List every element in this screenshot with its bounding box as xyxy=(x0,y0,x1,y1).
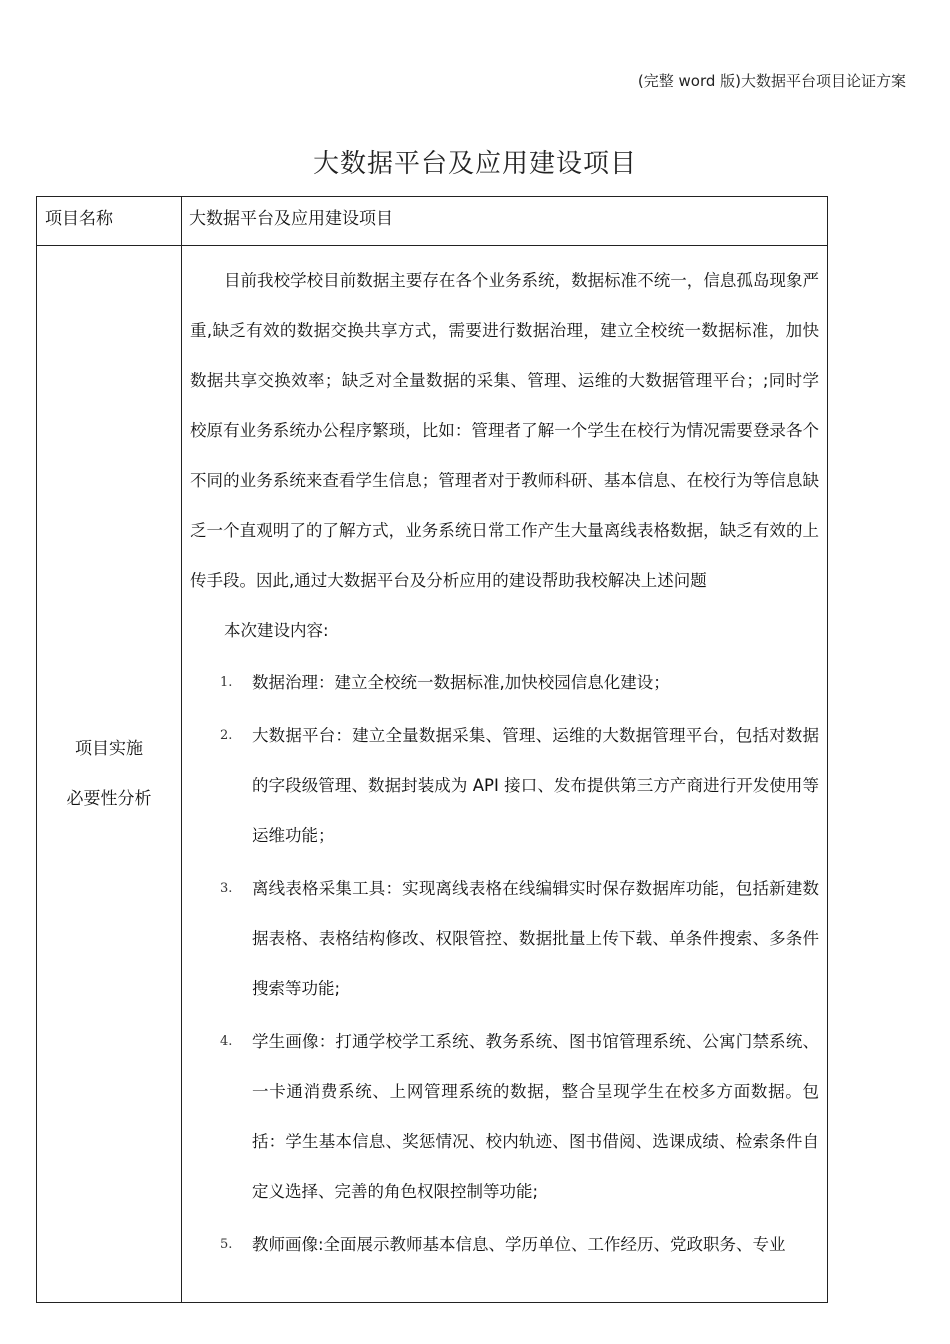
project-name-label: 项目名称 xyxy=(37,197,182,246)
necessity-label-cell xyxy=(37,246,182,1303)
list-item-number: 5. xyxy=(220,1237,233,1252)
list-item-text: 数据治理：建立全校统一数据标准,加快校园信息化建设； xyxy=(252,673,670,692)
document-title: 大数据平台及应用建设项目 xyxy=(312,149,637,179)
list-item-number: 3. xyxy=(220,881,233,896)
list-item-number: 4. xyxy=(220,1034,233,1049)
list-item xyxy=(190,1017,819,1217)
construction-item-list xyxy=(190,658,819,1270)
list-item-text: 学生画像：打通学校学工系统、教务系统、图书馆管理系统、公寓门禁系统、一卡通消费系统、上网管理系统的数据，整合呈现学生在校多方面数据。包括：学生基本信息、奖惩情况、校内轨迹、图书借阅、选课成绩、检索条件自定义选择、完善的角色权限控制等功能; xyxy=(252,1032,819,1201)
list-item xyxy=(190,711,819,861)
list-item xyxy=(190,1220,819,1270)
table-row-necessity xyxy=(37,246,828,1303)
header-note: (完整 word 版)大数据平台项目论证方案 xyxy=(637,72,906,90)
necessity-label-line1: 项目实施 xyxy=(75,739,143,759)
list-item xyxy=(190,658,819,708)
project-table xyxy=(36,196,828,1303)
necessity-label-line2: 必要性分析 xyxy=(66,789,152,809)
necessity-content-cell xyxy=(182,246,828,1303)
list-item-text: 教师画像:全面展示教师基本信息、学历单位、工作经历、党政职务、专业 xyxy=(252,1235,786,1254)
list-item-number: 1. xyxy=(220,675,233,690)
project-name-value: 大数据平台及应用建设项目 xyxy=(182,197,828,246)
necessity-paragraph: 目前我校学校目前数据主要存在各个业务系统，数据标准不统一，信息孤岛现象严重,缺乏有效的数据交换共享方式，需要进行数据治理，建立全校统一数据标准，加快数据共享交换效率；缺乏对全量数据的采集、管理、运维的大数据管理平台；;同时学校原有业务系统办公程序繁琐，比如：管理者了解一个学生在校行为情况需要登录各个不同的业务系统来查看学生信息；管理者对于教师科研、基本信息、在校行为等信息缺乏一个直观明了的了解方式，业务系统日常工作产生大量离线表格数据，缺乏有效的上传手段。因此,通过大数据平台及分析应用的建设帮助我校解决上述问题 xyxy=(190,271,819,590)
list-item-text: 大数据平台：建立全量数据采集、管理、运维的大数据管理平台，包括对数据的字段级管理、数据封装成为 API 接口、发布提供第三方产商进行开发使用等运维功能； xyxy=(252,726,819,845)
list-item xyxy=(190,864,819,1014)
table-row-project-name xyxy=(37,197,828,246)
construction-content-heading: 本次建设内容: xyxy=(224,621,329,640)
list-item-number: 2. xyxy=(220,728,233,743)
list-item-text: 离线表格采集工具：实现离线表格在线编辑实时保存数据库功能，包括新建数据表格、表格结构修改、权限管控、数据批量上传下载、单条件搜索、多条件搜索等功能; xyxy=(252,879,819,998)
